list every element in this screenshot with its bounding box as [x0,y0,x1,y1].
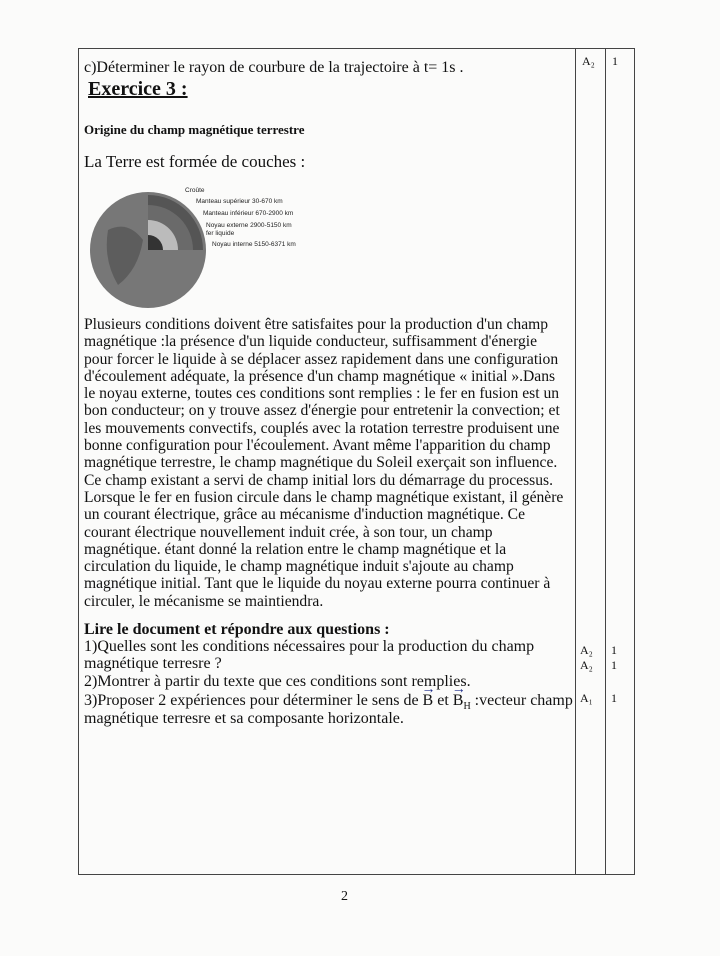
paragraph-line: Plusieurs conditions doivent être satisfaites pour la production d'un champ [84,316,549,333]
figure-label: Manteau supérieur 30-670 km [196,198,283,205]
paragraph-line: bon conducteur; on y trouve assez d'énergie pour entretenir la convection; et [84,402,560,420]
paragraph-line: circuler, le mécanisme se maintiendra. [84,592,324,610]
figure-label: Croûte [185,187,205,194]
competence-mark: A₂ [580,643,593,657]
competence-mark: A₂ [582,54,595,68]
paragraph-line: magnétique :la présence d'un liquide conducteur, suffisamment d'énergie [84,333,538,351]
vector-b: → B [423,692,434,709]
paragraph-line: d'écoulement adéquate, la présence d'un champ magnétique « initial ».Dans [84,367,556,385]
q3-text: :vecteur champ [470,692,573,709]
figure-label: Noyau externe 2900-5150 km [206,222,292,229]
paragraph-line: magnétique terrestre, le champ magnétique du Soleil exerçait son influence. [84,454,558,472]
paragraph-line: Lorsque le fer en fusion circule dans le champ magnétique existant, il génère [84,488,564,506]
paragraph-line: courant électrique nouvellement induit crée, à son tour, un champ [84,523,493,541]
vector-bh-subscript: H [463,701,471,713]
points-mark: 1 [611,691,617,705]
column-divider [605,48,606,875]
competence-mark: A₂ [580,658,593,672]
question-3-cont: magnétique terresre et sa composante horizontale. [84,710,404,727]
q3-text: 3)Proposer 2 expériences pour déterminer le sens de [84,692,423,709]
paragraph-line: un courant électrique, grâce au mécanisme d'induction magnétique. Ce [84,506,525,524]
figure-label: fer liquide [206,230,235,237]
figure-label: Manteau inférieur 670-2900 km [203,210,294,217]
paragraph-line: les mouvements convectifs, couplés avec la rotation terrestre produisent une [84,419,560,437]
paragraph-line: circulation du liquide, le champ magnétique induit s'ajoute au champ [84,558,514,576]
question-1-cont: magnétique terresre ? [84,655,222,672]
paragraph-line: pour forcer le liquide à se déplacer assez rapidement dans une configuration [84,350,559,368]
question-1: 1)Quelles sont les conditions nécessaires pour la production du champ [84,638,535,655]
vector-bh-letter: B [452,692,464,709]
page-number: 2 [341,889,348,904]
earth-layers-figure [88,190,208,310]
column-divider [575,48,576,875]
figure-label: Noyau interne 5150-6371 km [212,241,296,248]
intro-text: La Terre est formée de couches : [84,152,306,171]
points-mark: 1 [611,658,617,672]
instructions-heading: Lire le document et répondre aux questions : [84,621,390,638]
points-mark: 1 [612,54,618,68]
paragraph-line: le noyau externe, toutes ces conditions sont remplies : le fer en fusion est un [84,385,560,403]
paragraph-line: Ce champ existant a servi de champ initial lors du démarrage du processus. [84,471,553,489]
question-2: 2)Montrer à partir du texte que ces conditions sont remplies. [84,673,471,690]
vector-bh [453,692,471,715]
competence-mark: A₁ [580,691,593,705]
q3-text: et [433,692,453,709]
section-title: Origine du champ magnétique terrestre [84,122,305,137]
exercise-title: Exercice 3 : [88,78,188,100]
question-c: c)Déterminer le rayon de courbure de la trajectoire à t= 1s . [84,59,464,76]
paragraph-line: magnétique. étant donné la relation entre le champ magnétique et la [84,540,507,558]
paragraph-line: magnétique initial. Tant que le liquide du noyau externe pourra continuer à [84,575,551,593]
points-mark: 1 [611,643,617,657]
document-paragraph [84,316,574,610]
paragraph-line: bonne configuration pour l'écoulement. Avant même l'apparition du champ [84,437,551,455]
